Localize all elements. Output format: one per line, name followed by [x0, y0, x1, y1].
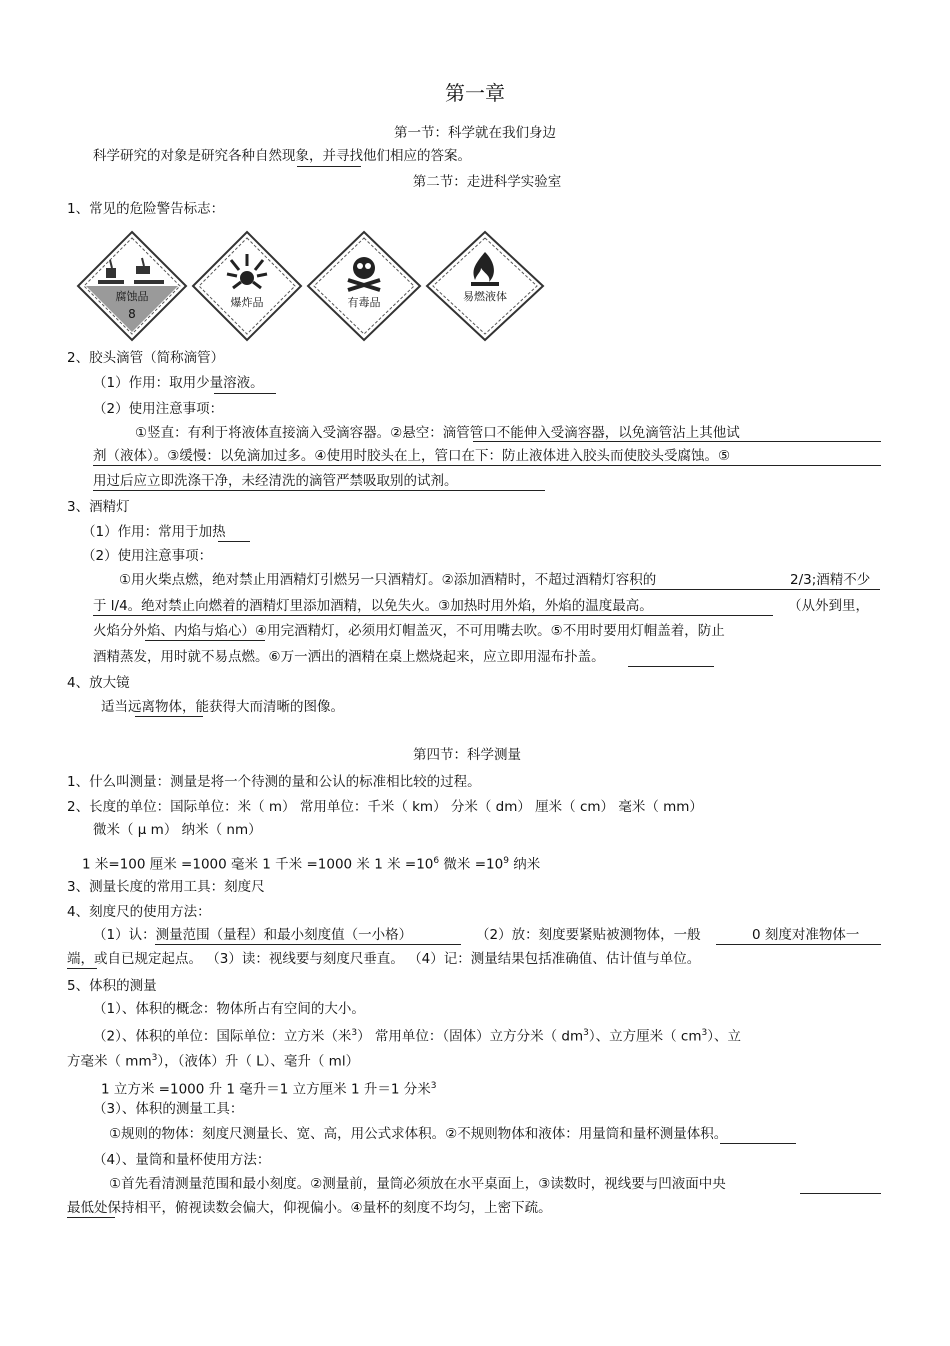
flammable-label: 易燃液体 — [463, 290, 507, 303]
volume-units-d: ）、立 — [707, 1028, 741, 1045]
item-2-notes-heading: （2）使用注意事项： — [93, 401, 224, 417]
underline — [297, 166, 361, 167]
corrosive-class-number: 8 — [128, 307, 136, 321]
measure-line-15: ①规则的物体：刻度尺测量长、宽、高，用公式求体积。②不规则物体和液体：用量筒和量杯测量体积。 — [109, 1126, 728, 1142]
item-2-heading: 2、胶头滴管（简称滴管） — [67, 350, 225, 366]
item-3-note-line-4: 酒精蒸发，用时就不易点燃。⑥万一洒出的酒精在桌上燃烧起来，应立即用湿布扑盖。 — [93, 649, 605, 665]
measure-line-10: （1）、体积的概念：物体所占有空间的大小。 — [93, 1001, 365, 1017]
item-2-note-line-1: ①竖直：有利于将液体直接滴入受滴容器。②悬空：滴管管口不能伸入受滴容器，以免滴管沾上其他试 — [135, 425, 740, 441]
exponent: 3 — [151, 1053, 158, 1063]
underline — [155, 944, 461, 945]
measure-line-7a: （1）认：测量范围（量程）和最小刻度值（一小格） — [93, 927, 413, 943]
explosive-sign — [191, 230, 303, 342]
underline — [720, 1143, 796, 1144]
item-3-use: （1）作用：常用于加热 — [82, 524, 226, 540]
unit-conversion-c: 纳米 — [508, 856, 541, 873]
item-2-note-line-3: 用过后应立即洗涤干净，未经清洗的滴管严禁吸取别的试剂。 — [93, 473, 458, 489]
measure-line-7b: （2）放：刻度要紧贴被测物体，一般 — [476, 927, 701, 943]
item-4-heading: 4、放大镜 — [67, 675, 130, 691]
measure-line-9: 5、体积的测量 — [67, 978, 157, 994]
item-2-use: （1）作用：取用少量溶液。 — [93, 375, 264, 391]
underline — [67, 968, 97, 969]
explosive-label: 爆炸品 — [230, 296, 264, 309]
volume-conversion: 1 立方米 =1000 升 1 毫升＝1 立方厘米 1 升＝1 分米 — [101, 1081, 431, 1098]
measure-line-6: 4、刻度尺的使用方法： — [67, 904, 211, 920]
underline — [145, 640, 265, 641]
unit-conversion-b: 微米 =10 — [439, 856, 504, 873]
measure-line-1: 1、什么叫测量：测量是将一个待测的量和公认的标准相比较的过程。 — [67, 774, 481, 790]
volume-units-line — [93, 1024, 741, 1046]
measure-line-16: （4）、量筒和量杯使用方法： — [93, 1152, 271, 1168]
item-1-heading: 1、常见的危险警告标志： — [67, 201, 225, 217]
underline — [67, 1217, 115, 1218]
underline — [218, 541, 250, 542]
item-2-note-line-2: 剂（液体）。③缓慢：以免滴加过多。④使用时胶头在上，管口在下：防止液体进入胶头而使胶头受腐蚀。⑤ — [93, 448, 731, 464]
section-1-heading: 第一节：科学就在我们身边 — [394, 125, 556, 141]
volume-units-a: （2）、体积的单位：国际单位：立方米（米 — [93, 1028, 352, 1045]
volume-units-c: ）、立方厘米（ cm — [588, 1028, 702, 1045]
exponent: 3 — [583, 1028, 589, 1038]
measure-line-14: （3）、体积的测量工具： — [93, 1101, 244, 1117]
underline — [473, 441, 881, 442]
underline — [93, 465, 881, 466]
exponent: 3 — [430, 1081, 437, 1091]
measure-line-17: ①首先看清测量范围和最小刻度。②测量前，量筒必须放在水平桌面上，③读数时，视线要与凹液面中央 — [109, 1176, 726, 1192]
volume-units-f: ），（液体）升（ L）、毫升（ ml） — [157, 1053, 360, 1070]
underline — [628, 666, 714, 667]
unit-conversion-a: 1 米=100 厘米 =1000 毫米 1 千米 =1000 米 1 米 =10 — [82, 856, 434, 873]
measure-line-5: 3、测量长度的常用工具：刻度尺 — [67, 879, 265, 895]
exponent: 3 — [701, 1028, 708, 1038]
underline — [93, 615, 773, 616]
volume-units-line-2 — [67, 1049, 359, 1071]
item-3-heading: 3、酒精灯 — [67, 499, 130, 515]
item-3-note-line-3: 火焰分外焰、内焰与焰心）④用完酒精灯，必须用灯帽盖灭，不可用嘴去吹。⑤不用时要用灯帽盖着，防止 — [93, 623, 725, 639]
measure-line-7c: 0 刻度对准物体一 — [752, 927, 860, 943]
volume-units-b: ） 常用单位：（固体）立方分米（ dm — [357, 1028, 584, 1045]
corrosive-label: 腐蚀品 — [115, 290, 149, 303]
item-3-notes-heading: （2）使用注意事项： — [82, 548, 213, 564]
section-2-heading: 第二节：走进科学实验室 — [412, 174, 562, 190]
exponent: 3 — [351, 1028, 358, 1038]
measure-line-8: 端，或自已规定起点。 （3）读：视线要与刻度尺垂直。 （4）记：测量结果包括准确值、估计值与单位。 — [67, 951, 701, 967]
item-3-note-line-1b: 2/3;酒精不少 — [790, 572, 871, 588]
item-3-note-line-1: ①用火柴点燃，绝对禁止用酒精灯引燃另一只酒精灯。②添加酒精时，不超过酒精灯容积的 — [119, 572, 657, 588]
underline — [630, 589, 880, 590]
toxic-sign — [306, 230, 422, 342]
item-4-text: 适当远离物体，能获得大而清晰的图像。 — [101, 699, 344, 715]
item-3-note-line-2: 于 l/4。绝对禁止向燃着的酒精灯里添加酒精，以免失火。③加热时用外焰，外焰的温度最高。 — [93, 598, 653, 614]
flammable-liquid-sign — [425, 230, 545, 342]
unit-conversion-line — [82, 852, 540, 874]
volume-units-e: 方毫米（ mm — [67, 1053, 152, 1070]
exponent: 9 — [503, 856, 509, 866]
volume-conversion-line — [101, 1077, 436, 1099]
underline — [800, 1193, 881, 1194]
underline — [93, 490, 545, 491]
exponent: 6 — [433, 856, 440, 866]
page-title: 第一章 — [445, 81, 505, 105]
measure-line-18: 最低处保持相平，俯视读数会偏大，仰视偏小。④量杯的刻度不均匀，上密下疏。 — [67, 1200, 552, 1216]
toxic-label: 有毒品 — [347, 296, 381, 309]
underline — [716, 944, 881, 945]
underline — [135, 716, 203, 717]
corrosive-sign — [76, 230, 188, 342]
section-4-heading: 第四节：科学测量 — [413, 747, 521, 763]
measure-line-2: 2、长度的单位：国际单位：米（ m） 常用单位：千米（ km） 分米（ dm） 厘米（ cm） 毫米（ mm） — [67, 799, 703, 815]
measure-line-3: 微米（ μ m） 纳米（ nm） — [93, 822, 262, 838]
underline — [214, 393, 276, 394]
item-3-note-line-2b: （从外到里， — [788, 598, 869, 614]
section-1-text: 科学研究的对象是研究各种自然现象，并寻找他们相应的答案。 — [93, 148, 471, 164]
